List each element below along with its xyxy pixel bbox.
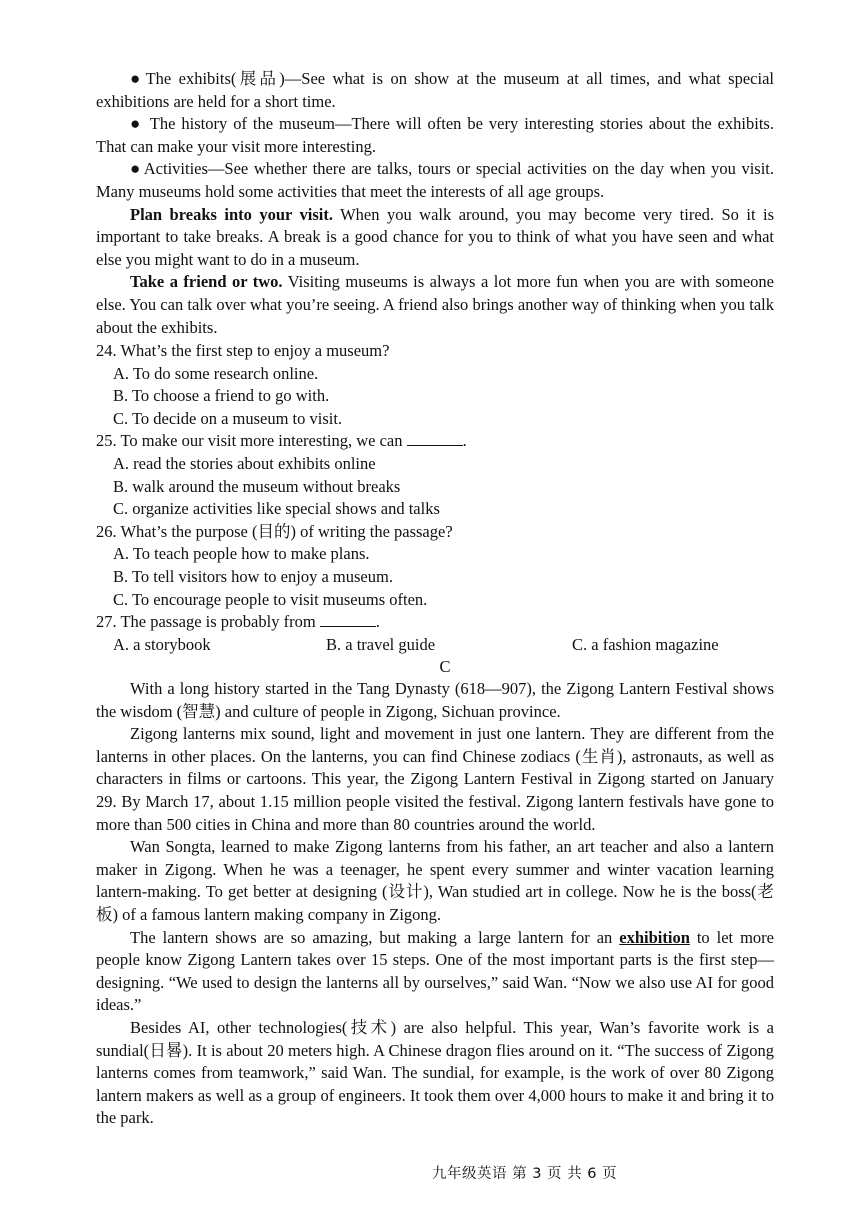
- passage-paragraph: Zigong lanterns mix sound, light and movement in just one lantern. They are different from the lanterns in other places. On the lanterns, you can find Chinese zodiacs (生肖), astronauts, as well as characters in films or cartoons. This year, the Zigong Lantern Festival in Zigong started on January 29. By March 17, about 1.15 million people visited the festival. Zigong lantern festivals have gone to more than 500 cities in China and more than 80 countries around the world.: [96, 724, 774, 834]
- passage-paragraph: With a long history started in the Tang Dynasty (618—907), the Zigong Lantern Festival shows the wisdom (智慧) and culture of people in Zigong, Sichuan province.: [96, 679, 774, 721]
- question-26: 26. What’s the purpose (目的) of writing the passage?: [96, 521, 453, 541]
- bullet-activities: ● Activities—See whether there are talks, tours or special activities on the day when you visit. Many museums hold some activities that meet the interests of all age groups.: [96, 159, 774, 201]
- page-footer: 九年级英语 第 3 页 共 6 页: [432, 1166, 618, 1182]
- option-27a: A. a storybook: [113, 634, 211, 654]
- section-label: C: [439, 657, 451, 677]
- option-24a: A. To do some research online.: [113, 363, 319, 383]
- option-26c: C. To encourage people to visit museums often.: [113, 589, 428, 609]
- option-25a: A. read the stories about exhibits online: [113, 453, 376, 473]
- options-27: [96, 634, 774, 657]
- bullet-exhibits: ● The exhibits(展品)—See what is on show at the museum at all times, and what special exhibitions are held for a short time.: [96, 69, 774, 111]
- keyword-exhibition: exhibition: [619, 927, 690, 947]
- tip-breaks: Plan breaks into your visit. When you walk around, you may become very tired. So it is important to take breaks. A break is a good chance for you to think of what you have seen and what else you might want to do in a museum.: [96, 204, 774, 269]
- bullet-history: ● The history of the museum—There will often be very interesting stories about the exhibits. That can make your visit more interesting.: [96, 114, 774, 156]
- tip-heading: Take a friend or two.: [130, 272, 283, 292]
- option-27b: B. a travel guide: [326, 634, 436, 654]
- passage-paragraph: Wan Songta, learned to make Zigong lanterns from his father, an art teacher and also a lantern maker in Zigong. When he was a teenager, he spent every summer and winter vacation learning lantern-making. To get better at designing (设计), Wan studied art in college. Now he is the boss(老板) of a famous lantern making company in Zigong.: [96, 837, 774, 924]
- tip-heading: Plan breaks into your visit.: [130, 204, 333, 224]
- museum-tips-section: [96, 68, 774, 339]
- option-26b: B. To tell visitors how to enjoy a museum.: [113, 566, 393, 586]
- tip-friend: Take a friend or two. Visiting museums is always a lot more fun when you are with someone else. You can talk over what you’re seeing. A friend also brings another way of thinking when you talk about the exhibits.: [96, 272, 774, 337]
- question-24: 24. What’s the first step to enjoy a museum?: [96, 341, 390, 360]
- reading-passage-c: [96, 678, 774, 1130]
- option-25b: B. walk around the museum without breaks: [113, 476, 401, 496]
- passage-paragraph: Besides AI, other technologies(技术) are also helpful. This year, Wan’s favorite work is a sundial(日晷). It is about 20 meters high. A Chinese dragon flies around on it. “The success of Zigong lanterns comes from teamwork,” said Wan. The sundial, for example, is the work of over 80 Zigong lantern makers as well as a group of engineers. It took them over 4,000 hours to make it and bring it to the park.: [96, 1017, 774, 1128]
- answer-blank: [407, 431, 463, 446]
- option-24b: B. To choose a friend to go with.: [113, 386, 330, 406]
- bullet-dot-icon: ●: [130, 159, 142, 179]
- passage-paragraph: The lantern shows are so amazing, but making a large lantern for an exhibition to let more people know Zigong Lantern takes over 15 steps. One of the most important parts is the first step—designing. “We used to design the lanterns all by ourselves,” said Wan. “Now we also use AI for good ideas.”: [96, 927, 774, 1015]
- option-27c: C. a fashion magazine: [572, 634, 719, 654]
- bullet-dot-icon: ●: [130, 114, 143, 134]
- option-26a: A. To teach people how to make plans.: [113, 544, 370, 564]
- answer-blank: [320, 612, 376, 627]
- bullet-dot-icon: ●: [130, 69, 144, 88]
- question-25: 25. To make our visit more interesting, we can .: [96, 431, 467, 451]
- questions-section: [96, 340, 774, 679]
- question-27: 27. The passage is probably from .: [96, 612, 380, 632]
- option-25c: C. organize activities like special shows and talks: [113, 499, 440, 519]
- option-24c: C. To decide on a museum to visit.: [113, 408, 343, 428]
